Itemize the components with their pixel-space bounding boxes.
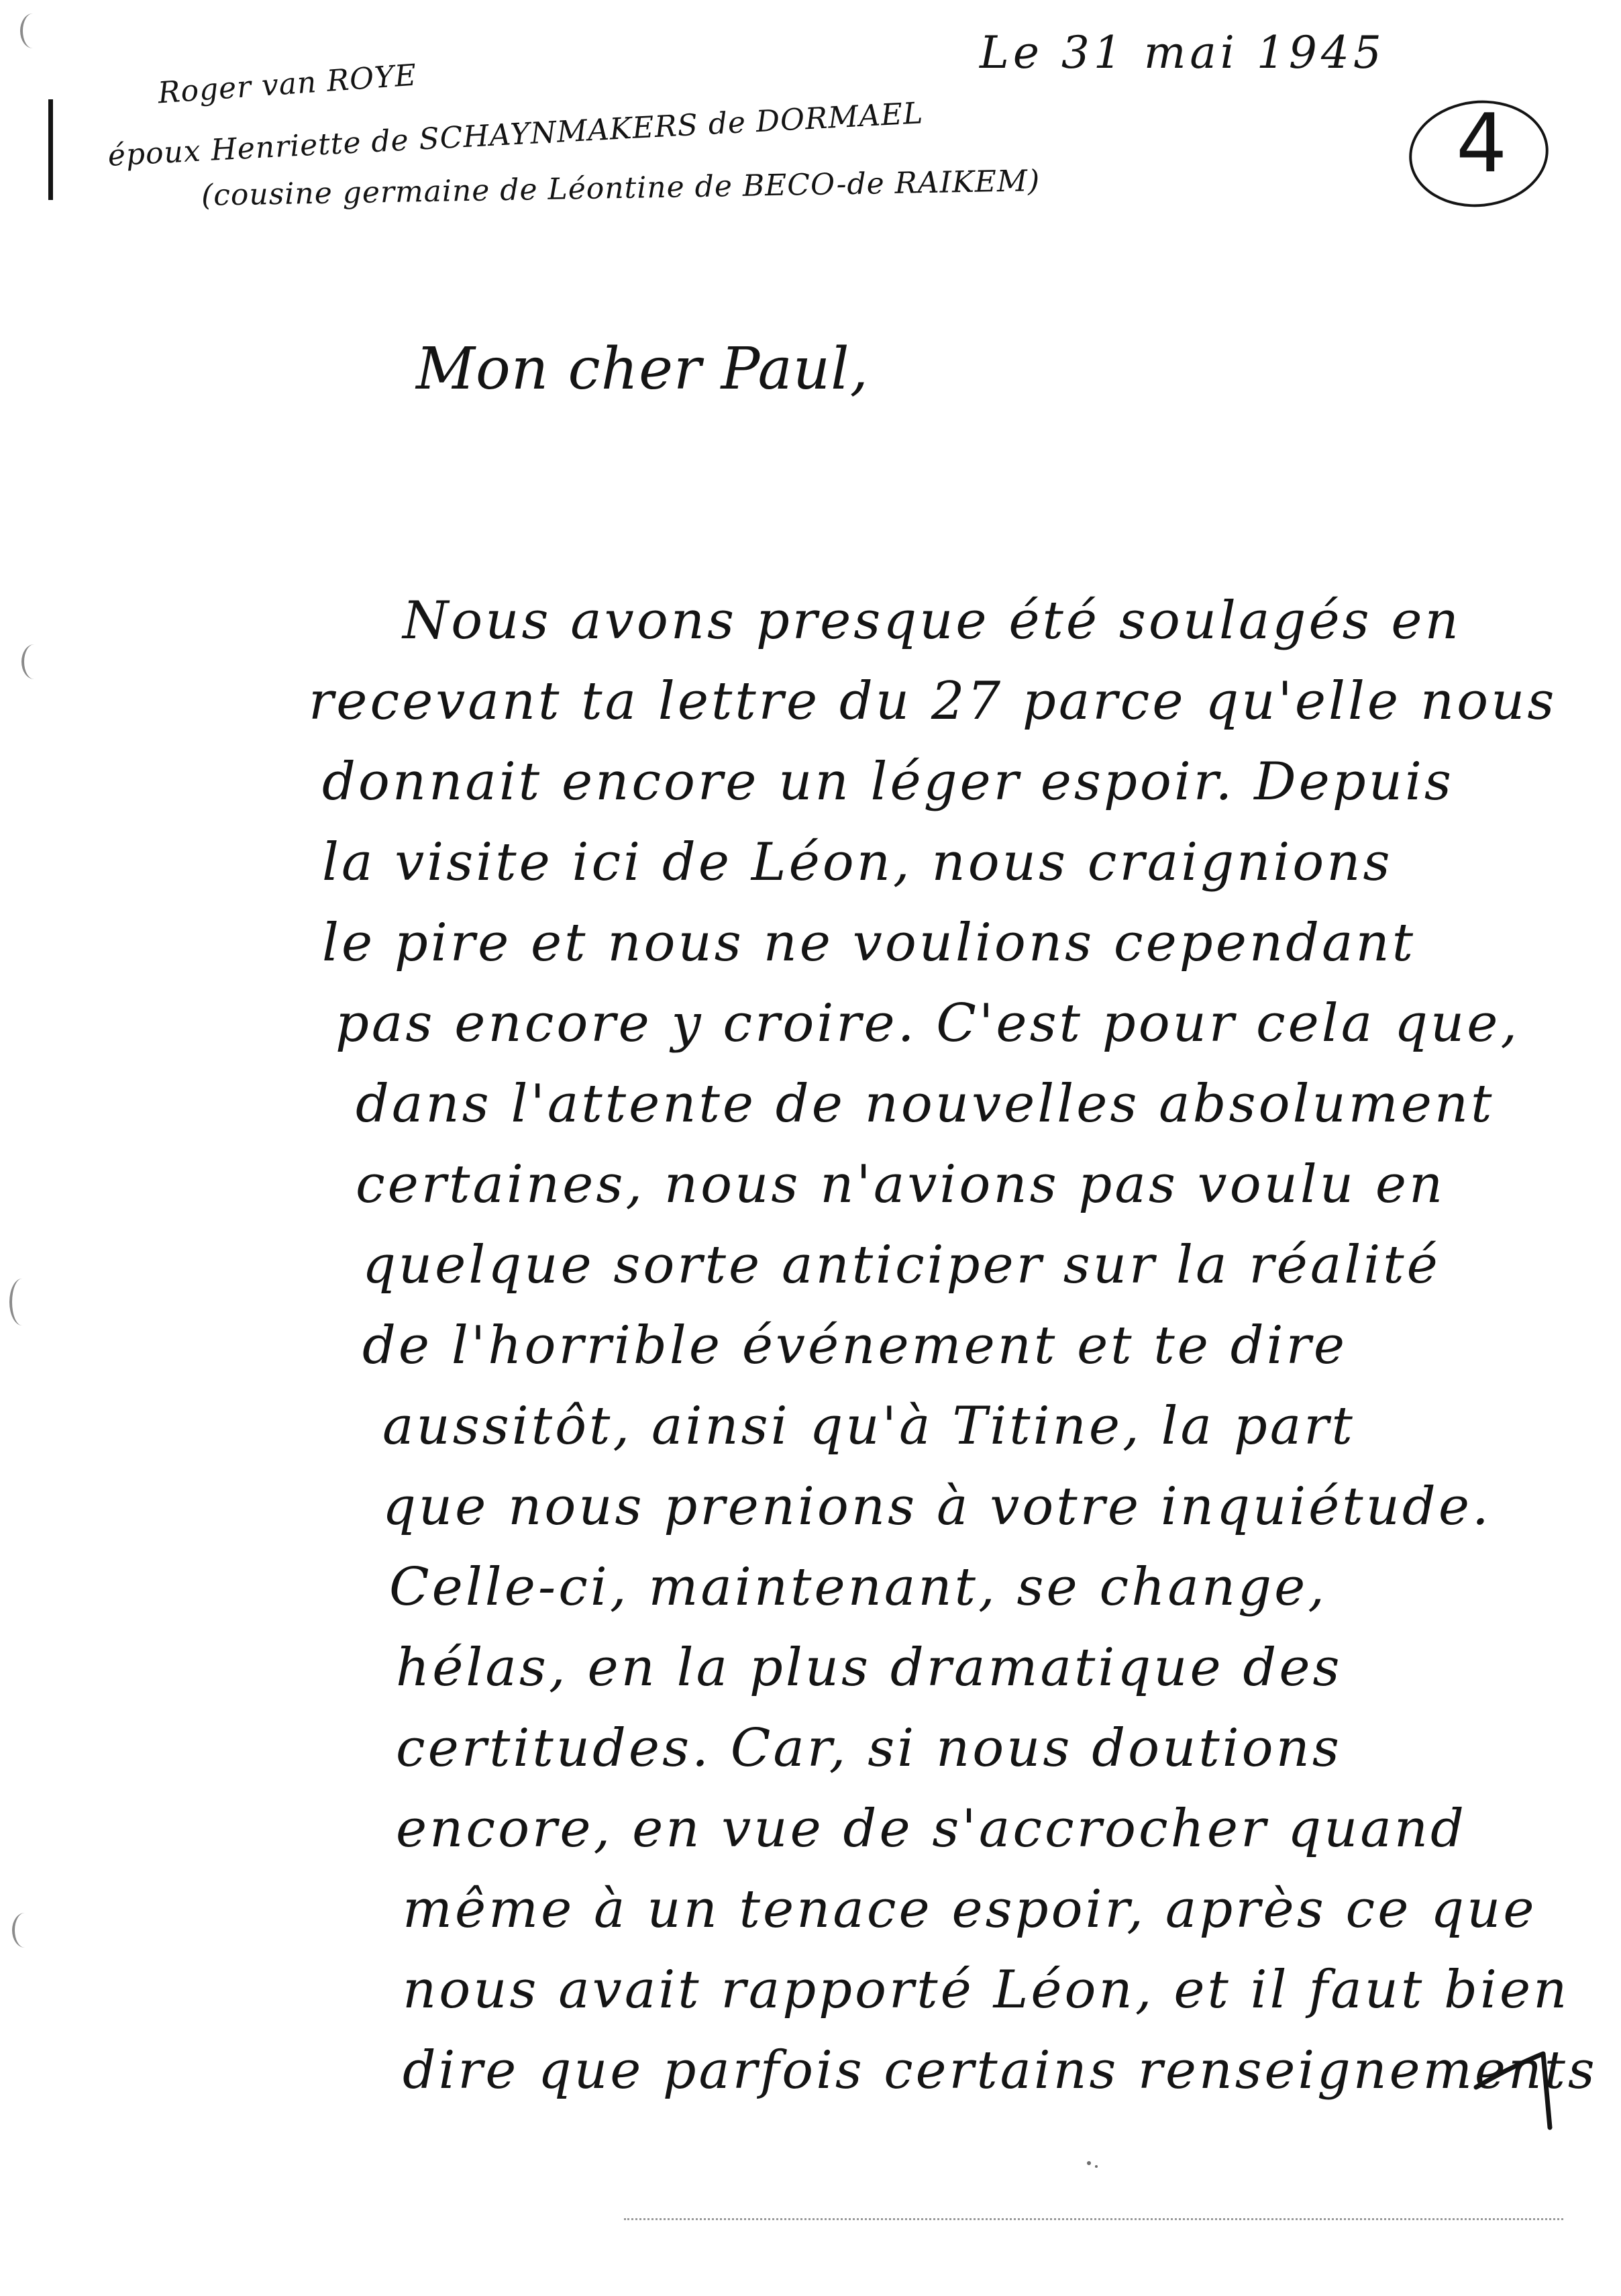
punch-hole	[9, 1279, 35, 1326]
letter-date: Le 31 mai 1945	[980, 27, 1385, 79]
body-line: certitudes. Car, si nous doutions	[396, 1718, 1342, 1779]
author-name: Roger van ROYE	[156, 58, 418, 111]
body-line: que nous prenions à votre inquiétude.	[382, 1477, 1492, 1537]
body-line: nous avait rapporté Léon, et il faut bien	[403, 1960, 1570, 2020]
body-line: la visite ici de Léon, nous craignions	[322, 832, 1393, 893]
punch-hole	[21, 644, 47, 679]
body-line: certaines, nous n'avions pas voulu en	[356, 1154, 1446, 1215]
continuation-mark	[1469, 2040, 1570, 2141]
body-line: recevant ta lettre du 27 parce qu'elle nous	[309, 671, 1557, 732]
body-line: même à un tenace espoir, après ce que	[403, 1879, 1537, 1940]
body-line: pas encore y croire. C'est pour cela que,	[335, 993, 1520, 1054]
body-line: aussitôt, ainsi qu'à Titine, la part	[382, 1396, 1355, 1456]
body-line: dire que parfois certains renseignements	[403, 2040, 1598, 2101]
bottom-rule	[624, 2218, 1563, 2220]
body-line: le pire et nous ne voulions cependant	[322, 913, 1416, 973]
page-number: 4	[1456, 97, 1508, 191]
body-line: Celle-ci, maintenant, se change,	[389, 1557, 1328, 1617]
body-line: donnait encore un léger espoir. Depuis	[322, 752, 1454, 812]
punch-hole	[20, 13, 46, 48]
body-line: Nous avons presque été soulagés en	[403, 591, 1461, 651]
body-line: dans l'attente de nouvelles absolument	[356, 1074, 1495, 1134]
body-line: de l'horrible événement et te dire	[362, 1315, 1348, 1376]
ink-speck	[1095, 2165, 1098, 2168]
spouse-line: époux Henriette de SCHAYNMAKERS de DORMAEL	[107, 96, 925, 173]
salutation: Mon cher Paul,	[416, 336, 869, 403]
margin-bar	[48, 99, 53, 200]
body-line: quelque sorte anticiper sur la réalité	[362, 1235, 1441, 1295]
ink-speck	[1087, 2161, 1091, 2165]
punch-hole	[12, 1913, 38, 1948]
body-line: encore, en vue de s'accrocher quand	[396, 1799, 1467, 1859]
body-line: hélas, en la plus dramatique des	[396, 1638, 1343, 1698]
relation-line: (cousine germaine de Léontine de BECO-de RAIKEM)	[201, 164, 1041, 213]
